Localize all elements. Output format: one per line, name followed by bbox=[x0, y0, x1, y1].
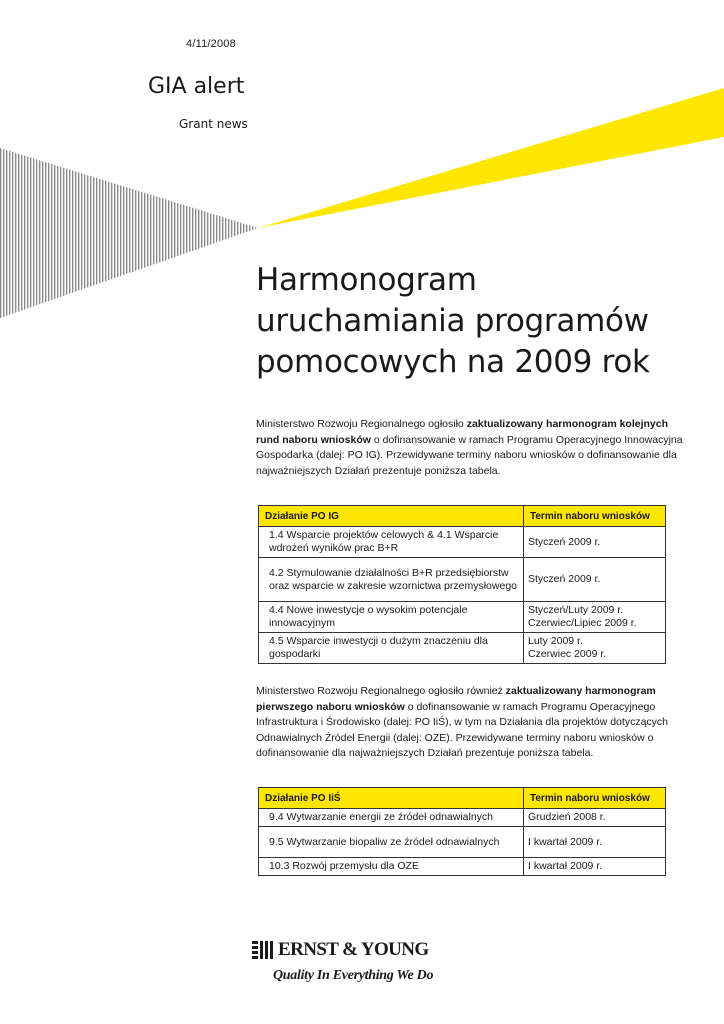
table-header-term: Termin naboru wniosków bbox=[524, 506, 666, 527]
para1-bold: zaktualizowany harmonogram kolejnych rund naboru wniosków bbox=[256, 418, 669, 446]
action-cell: 4.2 Stymulowanie działalności B+R przedsiębiorstw oraz wsparcie w zakresie wzornictwa przemysłowego bbox=[259, 558, 524, 602]
grey-stripe-beam bbox=[0, 148, 258, 318]
table-row bbox=[259, 527, 666, 558]
table-header-row bbox=[259, 788, 666, 809]
para2-bold: zaktualizowany harmonogram pierwszego naboru wniosków bbox=[256, 685, 656, 713]
term-cell bbox=[524, 527, 666, 558]
para2-text-start: Ministerstwo Rozwoju Regionalnego ogłosiło również bbox=[256, 685, 506, 697]
term-line: Czerwiec/Lipiec 2009 r. bbox=[528, 617, 637, 629]
action-cell: 9.5 Wytwarzanie biopaliw ze źródeł odnawialnych bbox=[259, 827, 524, 858]
table-header-row bbox=[259, 506, 666, 527]
alert-title: GIA alert bbox=[148, 74, 245, 99]
action-cell: 4.5 Wsparcie inwestycji o dużym znaczeniu dla gospodarki bbox=[259, 633, 524, 664]
term-line: Styczeń 2009 r. bbox=[528, 573, 601, 585]
term-line: Luty 2009 r. bbox=[528, 635, 583, 647]
action-cell: 4.4 Nowe inwestycje o wysokim potencjale innowacyjnym bbox=[259, 602, 524, 633]
headline-line-2: uruchamiania programów bbox=[256, 303, 649, 339]
para2-text-end: o dofinansowanie w ramach Programu Operacyjnego Infrastruktura i Środowisko (dalej: PO IiŚ), w tym na Działania dla projektów dotyczących Odnawialnych Źródeł Energii (dalej: OZE). Przewidywane terminy naboru wniosków o dofinansowanie dla najważniejszych Działań prezentuje poniższa tabela. bbox=[256, 700, 668, 760]
term-line: Czerwiec 2009 r. bbox=[528, 648, 607, 660]
table-row bbox=[259, 558, 666, 602]
term-cell bbox=[524, 602, 666, 633]
po-iis-table bbox=[258, 787, 666, 876]
yellow-beam bbox=[258, 88, 724, 228]
para1-text-end: o dofinansowanie w ramach Programu Operacyjnego Innowacyjna Gospodarka (dalej: PO IG). Przewidywane terminy naboru wniosków o dofinansowanie dla najważniejszych Działań prezentuje poniższa tabela. bbox=[256, 433, 683, 477]
table-row bbox=[259, 633, 666, 664]
term-cell: I kwartał 2009 r. bbox=[524, 858, 666, 876]
table-header-action: Działanie PO IiŚ bbox=[259, 788, 524, 809]
action-cell: 10.3 Rozwój przemysłu dla OZE bbox=[259, 858, 524, 876]
action-cell: 1.4 Wsparcie projektów celowych & 4.1 Wsparcie wdrożeń wyników prac B+R bbox=[259, 527, 524, 558]
headline-line-3: pomocowych na 2009 rok bbox=[256, 344, 650, 380]
table-row bbox=[259, 809, 666, 827]
term-cell: Grudzień 2008 r. bbox=[524, 809, 666, 827]
logo-name: ERNST & YOUNG bbox=[278, 939, 429, 960]
action-cell: 9.4 Wytwarzanie energii ze źródeł odnawialnych bbox=[259, 809, 524, 827]
term-line: Styczeń/Luty 2009 r. bbox=[528, 604, 624, 616]
headline-line-1: Harmonogram bbox=[256, 262, 477, 298]
intro-paragraph-2 bbox=[256, 684, 686, 762]
para1-text-start: Ministerstwo Rozwoju Regionalnego ogłosiło bbox=[256, 418, 467, 430]
term-cell bbox=[524, 633, 666, 664]
ey-mark-icon bbox=[252, 941, 276, 961]
po-ig-table bbox=[258, 505, 666, 664]
table-row bbox=[259, 858, 666, 876]
table-header-term: Termin naboru wniosków bbox=[524, 788, 666, 809]
table-row bbox=[259, 602, 666, 633]
intro-paragraph-1 bbox=[256, 417, 686, 479]
table-header-action: Działanie PO IG bbox=[259, 506, 524, 527]
alert-subtitle: Grant news bbox=[179, 117, 248, 131]
term-line: Styczeń 2009 r. bbox=[528, 535, 601, 548]
term-cell: I kwartał 2009 r. bbox=[524, 827, 666, 858]
alert-date: 4/11/2008 bbox=[186, 38, 236, 50]
term-cell bbox=[524, 558, 666, 602]
logo-tagline: Quality In Everything We Do bbox=[273, 968, 434, 983]
headline bbox=[256, 260, 716, 383]
table-row bbox=[259, 827, 666, 858]
